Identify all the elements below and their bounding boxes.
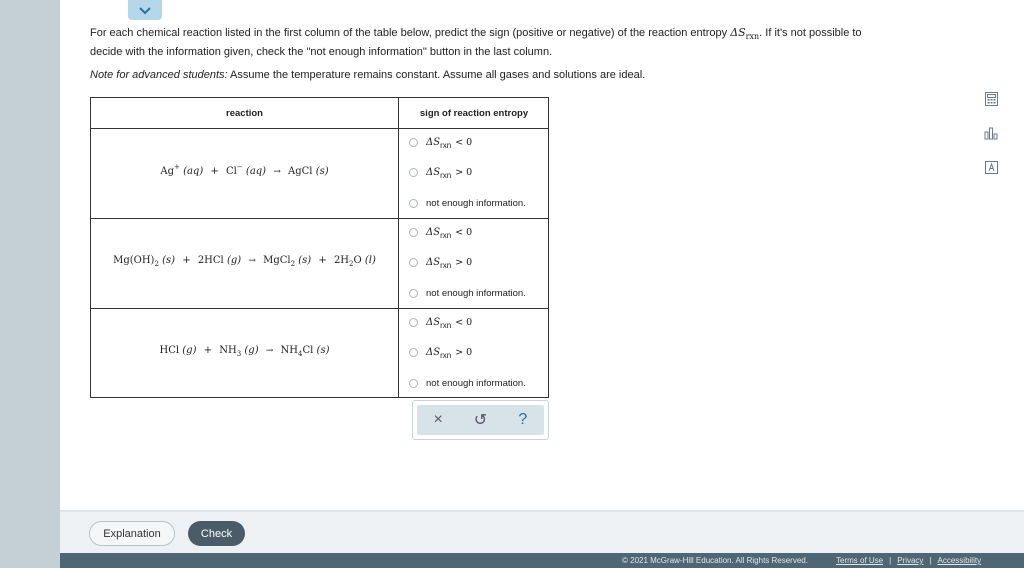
- reaction-3: HCl $(g) + NH_3$ $(g) \to NH_4Cl$ (s): [159, 345, 330, 358]
- row3-option-negative[interactable]: ΔS rxn < 0: [409, 314, 472, 330]
- header-reaction: reaction: [226, 108, 263, 119]
- radio-button[interactable]: [409, 168, 418, 177]
- chevron-down-icon: [138, 6, 152, 15]
- radio-button[interactable]: [409, 289, 418, 298]
- note-text: Assume the temperature remains constant. Assume all gases and solutions are ideal.: [230, 69, 646, 81]
- reaction-table: [90, 97, 549, 398]
- row1-option-negative[interactable]: ΔS rxn < 0: [409, 134, 472, 150]
- row2-option-positive[interactable]: ΔS rxn > 0: [409, 254, 472, 270]
- advanced-note: [90, 68, 645, 82]
- radio-button[interactable]: [409, 138, 418, 147]
- row1-option-not-enough[interactable]: not enough information.: [409, 195, 526, 211]
- instructions-text-end: . If it's not possible to: [759, 27, 862, 39]
- radio-button[interactable]: [409, 379, 418, 388]
- reaction-1: Ag+ (aq) + Cl− (aq) → AgCl (s): [160, 163, 329, 177]
- privacy-link[interactable]: Privacy: [897, 556, 924, 565]
- question-panel: [60, 0, 1024, 568]
- row3-option-positive[interactable]: ΔS rxn > 0: [409, 344, 472, 360]
- footer: © 2021 McGraw-Hill Education. All Rights Reserved. Terms of Use | Privacy | Accessibility: [60, 553, 1024, 568]
- periodic-table-icon[interactable]: [984, 160, 998, 174]
- row3-option-not-enough[interactable]: not enough information.: [409, 375, 526, 391]
- answer-toolbar: [412, 400, 549, 440]
- clear-button[interactable]: ×: [433, 411, 443, 428]
- rxn-subscript: rxn: [745, 32, 760, 41]
- terms-link[interactable]: Terms of Use: [836, 556, 884, 565]
- header-sign: sign of reaction entropy: [419, 108, 529, 119]
- instructions-line1: [90, 26, 862, 41]
- row1-option-positive[interactable]: ΔS rxn > 0: [409, 164, 472, 180]
- radio-button[interactable]: [409, 228, 418, 237]
- delta-s: ΔS: [730, 26, 746, 39]
- delta-s-symbol: [730, 26, 759, 39]
- instructions-text: For each chemical reaction listed in the first column of the table below, predict the sign (positive or negative) of the reaction entropy: [90, 27, 728, 39]
- row2-option-negative[interactable]: ΔS rxn < 0: [409, 224, 472, 240]
- reaction-2: $Mg(OH)_2$ (s) + 2HCl (g) → MgCl$_2$ $(s) + 2H_2O$ (l): [113, 255, 376, 268]
- collapse-tab[interactable]: [128, 0, 162, 20]
- row2-option-not-enough[interactable]: not enough information.: [409, 285, 526, 301]
- undo-button[interactable]: ↺: [473, 412, 488, 429]
- check-button[interactable]: Check: [188, 521, 245, 546]
- radio-button[interactable]: [409, 258, 418, 267]
- help-button[interactable]: ?: [518, 411, 528, 428]
- instructions-line2: decide with the information given, check the "not enough information" button in the last column.: [90, 46, 553, 58]
- radio-button[interactable]: [409, 318, 418, 327]
- note-label: Note for advanced students:: [90, 69, 228, 81]
- side-tools: [984, 92, 998, 194]
- accessibility-link[interactable]: Accessibility: [937, 556, 982, 565]
- radio-button[interactable]: [409, 199, 418, 208]
- explanation-button[interactable]: Explanation: [89, 521, 175, 546]
- calculator-icon[interactable]: [984, 92, 998, 106]
- radio-button[interactable]: [409, 348, 418, 357]
- bar-chart-icon[interactable]: [984, 126, 998, 140]
- copyright: © 2021 McGraw-Hill Education. All Rights Reserved.: [622, 556, 808, 565]
